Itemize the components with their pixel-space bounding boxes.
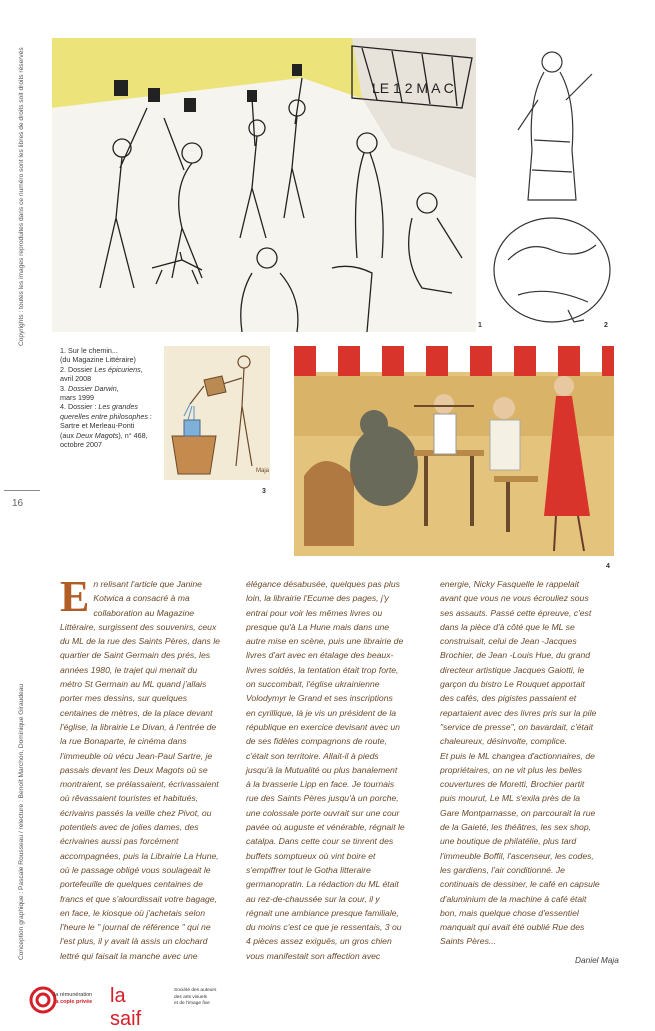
article-line: l'heure le " journal de référence " qui ne <box>60 922 211 933</box>
article-line: l'est plus, il y avait là assis un clochard <box>60 936 208 947</box>
article-line: livres d'art avec en étalage des beaux- <box>246 650 394 661</box>
article-line: avant que vous ne vous écrouliez sous <box>440 593 589 604</box>
caption-text: ), n° 468, <box>118 430 148 440</box>
article-line: du moins c'est ce que je ressentais, 3 ou <box>246 922 402 933</box>
caption-line: 1. Sur le chemin... <box>60 346 118 355</box>
article-line: on succombait, l'église ukrainienne <box>246 679 380 690</box>
article-line: Gare Montparnasse, on parcourait la rue <box>440 807 596 818</box>
article-line: portefeuille de quelques centaines de <box>60 879 203 890</box>
caption-italic: Les grandes <box>98 402 138 412</box>
caption-text: : <box>147 411 152 421</box>
article-line: francs et que s'alourdissait votre bagage, <box>60 893 217 904</box>
article-line: écrivains passés la veille chez Pivot, ou <box>60 807 212 818</box>
column-1-text <box>60 572 238 963</box>
article-line: régnait une ambiance presque familiale, <box>246 907 399 918</box>
article-line: manquait qui avait été oublié Rue des <box>440 922 585 933</box>
article-line: puis mourut, Le ML s'exila près de la <box>440 793 581 804</box>
article-line: république en exercice devisant avec un <box>246 721 400 732</box>
article-line: autre mise en scène, puis une librairie de <box>246 636 404 647</box>
article-line: passais devant les Deux Magots où se <box>60 764 208 775</box>
caption-line: Sartre et Merleau-Ponti <box>60 421 135 431</box>
article-line: d'aluminium de la machine à café était <box>440 893 587 904</box>
article-line: montraient, se prélassaient, écrivassaient <box>60 779 219 790</box>
copie-privee-line: la copie privée <box>54 999 93 1005</box>
article-line: c'était son territoire. Allait-il à pieds <box>246 750 379 761</box>
figure-number-3: 3 <box>262 488 266 495</box>
caption-line <box>60 431 168 440</box>
article-line: Saints Pères... <box>440 936 497 947</box>
article-line: livres soldés, la tentation était trop forte, <box>246 664 399 675</box>
saif-line: des arts visuels <box>174 994 208 1000</box>
caption-line: mars 1999 <box>60 393 94 403</box>
caption-line <box>60 412 168 421</box>
article-line: directeur artistique Jacques Gaiotti, le <box>440 664 585 675</box>
figure-number-4: 4 <box>606 563 610 570</box>
illustration-street-scene <box>52 38 476 332</box>
article-line: buffets somptueux où vint boire et <box>246 850 376 861</box>
article-line: Kotwica a consacré à ma <box>93 593 190 604</box>
article-line: 4 pièces assez exiguës, un gros chien <box>246 936 392 947</box>
caption-text: (aux <box>60 430 76 440</box>
article-line: à la brasserie Lipp en face. Je tournais <box>246 779 395 790</box>
author-signature: Daniel Maja <box>575 955 619 965</box>
copyright-notice: Copyrights : toutes les images reproduites dans ce numéro sont les libres de droits soit droits réservés <box>18 47 25 346</box>
article-line: Et puis le ML changea d'actionnaires, de <box>440 750 595 761</box>
caption-text: 2. Dossier <box>60 364 95 374</box>
article-line: accompagnées, puis la Librairie La Hune, <box>60 850 219 861</box>
caption-line <box>60 384 168 393</box>
caption-line <box>60 365 168 374</box>
article-line: une boutique de philatélie, plus tard <box>440 836 577 847</box>
article-line: potentiels avec de jolies dames, des <box>60 822 199 833</box>
article-line: catalpa. Dans cette cour se tinrent des <box>246 836 394 847</box>
article-line: élégance désabusée, quelques pas plus <box>246 579 400 589</box>
article-line: où rêvassaient touristes et habitués, <box>60 793 199 804</box>
article-line: métro St Germain au ML quand j'allais <box>60 679 207 690</box>
article-line: continuais de dessiner, le café en capsule <box>440 879 600 890</box>
article-column-2 <box>246 577 432 963</box>
article-line: ses assauts. Passé cette épreuve, c'est <box>440 607 592 618</box>
illustration-cafe-scene <box>294 346 614 556</box>
article-line: jusqu'à la Mutualité ou plus banalement <box>246 764 398 775</box>
article-line: n relisant l'article que Janine <box>93 579 202 589</box>
page-number: 16 <box>12 498 24 509</box>
article-line: des cafés, des pigistes passaient et <box>440 693 577 704</box>
article-line: de ses fidèles compagnons de route, <box>246 736 387 747</box>
article-line: Littéraire, surgissent des souvenirs, ceux <box>60 621 217 632</box>
illustration-watering-can <box>164 346 270 480</box>
article-line: energie, Nicky Fasquelle le rappelait <box>440 579 580 589</box>
article-line: du ML de la rue des Saints Pères, dans le <box>60 636 220 647</box>
article-line: l'immeuble Boffil, l'ascenseur, les codes, <box>440 850 594 861</box>
caption-line <box>60 402 168 411</box>
article-line: une colossale porte ouvrait sur une cour <box>246 807 400 818</box>
caption-text: 4. Dossier : <box>60 402 99 412</box>
caption-line: avril 2008 <box>60 374 92 384</box>
article-line: quartier de Saint Germain des prés, les <box>60 650 211 661</box>
article-line: années 1980, le trajet qui menait du <box>60 664 198 675</box>
saif-line: et de l'image fixe <box>174 1001 210 1006</box>
article-line: en cyrillique, là je vis un président de la <box>246 707 397 718</box>
article-line: porter mes dessins, sur quelques <box>60 693 188 704</box>
article-line: bon, mais quelque chose d'essentiel <box>440 907 579 918</box>
article-line: germanopratin. La rédaction du ML était <box>246 879 399 890</box>
article-line: l'immeuble où vécu Jean-Paul Sartre, je <box>60 750 213 761</box>
drop-cap: E <box>60 572 90 621</box>
caption-italic: Deux Magots <box>75 430 119 440</box>
article-line: dans la pièce d'à côté que le ML se <box>440 621 575 632</box>
article-line: rue des Saints Pères jusqu'à un porche, <box>246 793 399 804</box>
saif-description <box>174 988 218 1008</box>
article-line: propriétaires, on ne vit plus les belles <box>440 764 582 775</box>
awning-letters: LE 1 2 M A C <box>372 80 454 96</box>
article-line: lettré qui faisait la manche avec une <box>60 950 198 961</box>
article-line: vous manifestait son affection avec <box>246 950 381 961</box>
article-line: garçon du bistro Le Rouquet apportait <box>440 679 585 690</box>
article-line: collaboration au Magazine <box>93 607 195 618</box>
article-line: couvertures de Moretti, Brochier partit <box>440 779 585 790</box>
article-line: chaleureux, désinvolte, complice. <box>440 736 568 747</box>
article-line: s'empiffrer tout le Gotha litteraire <box>246 864 371 875</box>
article-line: écrivaines aussi pas forcément <box>60 836 179 847</box>
article-line: en face, le kiosque où j'achetais selon <box>60 907 206 918</box>
article-line: centaines de mètres, de la place devant <box>60 707 213 718</box>
article-line: "service de presse", on bavardait, c'était <box>440 721 594 732</box>
figure-number-1: 1 <box>478 322 482 329</box>
article-column-3 <box>440 577 624 949</box>
caption-text: 3. <box>60 383 68 393</box>
illustration-signature: Maja <box>256 468 270 474</box>
credits-notice: Conception graphique : Pascale Rousseau / relecture : Benoît Marchon, Dominique Giraudeau <box>18 683 25 960</box>
column-3-text <box>440 577 624 949</box>
article-line: de la Gaieté, les théâtres, les sex shop, <box>440 822 592 833</box>
caption-line: (du Magazine Littéraire) <box>60 355 136 365</box>
illustration-statue <box>488 40 616 330</box>
article-line: entrai pour voir les mêmes livres ou <box>246 607 383 618</box>
article-line: Brochier, de Jean -Louis Hue, du grand <box>440 650 591 661</box>
article-line: pavée où auguste et vénérable, régnait le <box>246 822 405 833</box>
article-line: Volodymyr le Grand et ses inscriptions <box>246 693 393 704</box>
copie-privee-text <box>54 992 100 1006</box>
caption-italic: Dossier Darwin, <box>68 383 119 393</box>
saif-line: Société des auteurs <box>174 988 217 993</box>
article-line: presque qu'à La Hune mais dans une <box>246 621 390 632</box>
figure-captions <box>60 346 168 449</box>
article-line: loin, la librairie l'Ecume des pages, j'y <box>246 593 389 604</box>
figure-number-2: 2 <box>604 322 608 329</box>
article-line: construisait, celui de Jean -Jacques <box>440 636 577 647</box>
saif-logo: la saif <box>110 985 142 1030</box>
caption-italic: querelles entre philosophes <box>60 411 148 421</box>
article-line: l'église, la librairie Le Divan, à l'entrée de <box>60 721 217 732</box>
column-2-text <box>246 577 432 963</box>
article-line: les gardiens, l'air conditionné. Je <box>440 864 565 875</box>
article-line: au rez-de-chaussée sur la cour, il y <box>246 893 380 904</box>
article-line: la rue Bonaparte, le cinéma dans <box>60 736 187 747</box>
article-column-1 <box>60 572 238 963</box>
copie-privee-line: la rémunération <box>54 992 93 998</box>
article-line: où le passage obligé vous soulageait le <box>60 864 211 875</box>
caption-italic: Les épicuriens, <box>94 364 143 374</box>
article-line: repartaient avec des livres pris sur la pile <box>440 707 597 718</box>
page-number-rule <box>4 490 40 491</box>
caption-line: octobre 2007 <box>60 440 102 450</box>
